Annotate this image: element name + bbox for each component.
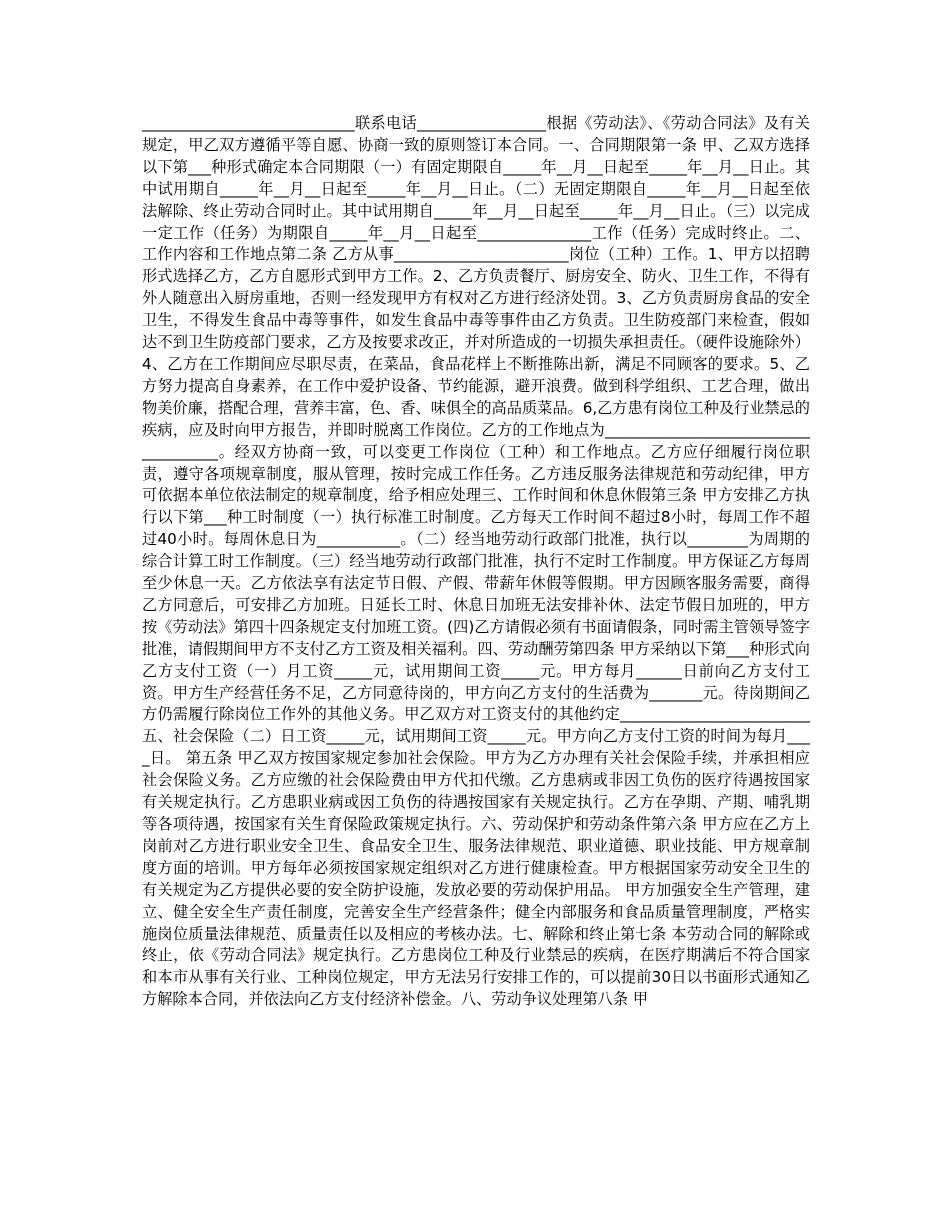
contract-document	[142, 113, 810, 1011]
contract-body-text: ____________________________联系电话_________________根据《劳动法》、《劳动合同法》及有关规定，甲乙双方遵循平等自愿、协商一致的原则签订本合同。一、合同期限第一条 甲、乙双方选择以下第___种形式确定本合同期限（一）有固定期限自_____年__月__日起至_____年__月__日止。其中试用期自_____年__月__日起至_____年__月__日止。（二）无固定期限自_____年__月__日起至依法解除、终止劳动合同时止。其中试用期自_____年__月__日起至_____年__月__日止。（三）以完成一定工作（任务）为期限自_____年__月__日起至_______________工作（任务）完成时终止。二、工作内容和工作地点第二条 乙方从事_______________________岗位（工种）工作。1、甲方以招聘形式选择乙方，乙方自愿形式到甲方工作。2、乙方负责餐厅、厨房安全、防火、卫生工作，不得有外人随意出入厨房重地，否则一经发现甲方有权对乙方进行经济处罚。3、乙方负责厨房食品的安全卫生，不得发生食品中毒等事件，如发生食品中毒等事件由乙方负责。卫生防疫部门来检查，假如达不到卫生防疫部门要求，乙方及按要求改正，并对所造成的一切损失承担责任。（硬件设施除外）4、乙方在工作期间应尽职尽责，在菜品，食品花样上不断推陈出新，满足不同顾客的要求。5、乙方努力提高自身素养，在工作中爱护设备、节约能源，避开浪费。做到科学组织、工艺合理，做出物美价廉，搭配合理，营养丰富，色、香、味俱全的高品质菜品。6,乙方患有岗位工种及行业禁忌的疾病，应及时向甲方报告，并即时脱离工作岗位。乙方的工作地点为_____________________________________。经双方协商一致，可以变更工作岗位（工种）和工作地点。乙方应仔细履行岗位职责，遵守各项规章制度，服从管理，按时完成工作任务。乙方违反服务法律规范和劳动纪律，甲方可依据本单位依法制定的规章制度，给予相应处理三、工作时间和休息休假第三条 甲方安排乙方执行以下第___种工时制度（一）执行标准工时制度。乙方每天工作时间不超过8小时，每周工作不超过40小时。每周休息日为___________。（二）经当地劳动行政部门批准，执行以________为周期的综合计算工时工作制度。（三）经当地劳动行政部门批准，执行不定时工作制度。甲方保证乙方每周至少休息一天。乙方依法享有法定节日假、产假、带薪年休假等假期。甲方因顾客服务需要，商得乙方同意后，可安排乙方加班。日延长工时、休息日加班无法安排补休、法定节假日加班的，甲方按《劳动法》第四十四条规定支付加班工资。(四)乙方请假必须有书面请假条，同时需主管领导签字批准，请假期间甲方不支付乙方工资及相关福利。四、劳动酬劳第四条 甲方采纳以下第___种形式向乙方支付工资（一）月工资_____元，试用期间工资_____元。甲方每月______日前向乙方支付工资。甲方生产经营任务不足，乙方同意待岗的，甲方向乙方支付的生活费为_______元。待岗期间乙方仍需履行除岗位工作外的其他义务。甲乙双方对工资支付的其他约定_________________________五、社会保险（二）日工资_____元，试用期间工资_____元。甲方向乙方支付工资的时间为每月____日。 第五条 甲乙双方按国家规定参加社会保险。甲方为乙方办理有关社会保险手续，并承担相应社会保险义务。乙方应缴的社会保险费由甲方代扣代缴。乙方患病或非因工负伤的医疗待遇按国家有关规定执行。乙方患职业病或因工负伤的待遇按国家有关规定执行。乙方在孕期、产期、哺乳期等各项待遇，按国家有关生育保险政策规定执行。六、劳动保护和劳动条件第六条 甲方应在乙方上岗前对乙方进行职业安全卫生、食品安全卫生、服务法律规范、职业道德、职业技能、甲方规章制度方面的培训。甲方每年必须按国家规定组织对乙方进行健康检查。甲方根据国家劳动安全卫生的有关规定为乙方提供必要的安全防护设施，发放必要的劳动保护用品。 甲方加强安全生产管理，建立、健全安全生产责任制度，完善安全生产经营条件；健全内部服务和食品质量管理制度，严格实施岗位质量法律规范、质量责任以及相应的考核办法。七、解除和终止第七条 本劳动合同的解除或终止，依《劳动合同法》规定执行。乙方患岗位工种及行业禁忌的疾病，在医疗期满后不符合国家和本市从事有关行业、工种岗位规定，甲方无法另行安排工作的，可以提前30日以书面形式通知乙方解除本合同，并依法向乙方支付经济补偿金。八、劳动争议处理第八条 甲	[142, 114, 810, 1009]
